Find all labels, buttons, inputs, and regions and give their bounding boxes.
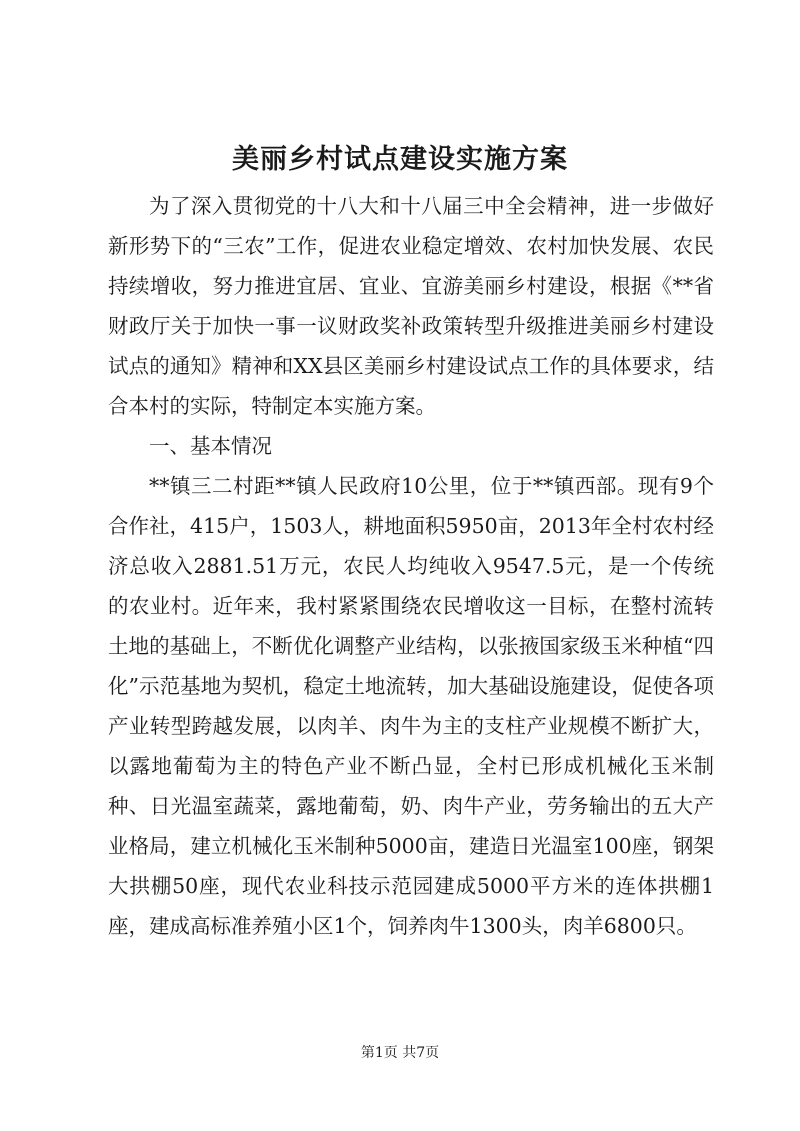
document-title: 美丽乡村试点建设实施方案 (232, 144, 568, 175)
intro-paragraph: 为了深入贯彻党的十八大和十八届三中全会精神，进一步做好新形势下的“三农”工作，促进农业稳定增效、农村加快发展、农民持续增收，努力推进宜居、宜业、宜游美丽乡村建设，根据《**省财政厅关于加快一事一议财政奖补政策转型升级推进美丽乡村建设试点的通知》精神和XX县区美丽乡村建设试点工作的具体要求，结合本村的实际，特制定本实施方案。 (108, 194, 714, 418)
page-footer: 第1页 共7页 (360, 1045, 440, 1061)
section-heading-basic-info: 一、基本情况 (149, 434, 272, 458)
document-body (108, 186, 714, 946)
section-paragraph-basic-info: **镇三二村距**镇人民政府10公里，位于**镇西部。现有9个合作社，415户，1503人，耕地面积5950亩，2013年全村农村经济总收入2881.51万元，农民人均纯收入9547.5元，是一个传统的农业村。近年来，我村紧紧围绕农民增收这一目标，在整村流转土地的基础上，不断优化调整产业结构，以张掖国家级玉米种植“四化”示范基地为契机，稳定土地流转，加大基础设施建设，促使各项产业转型跨越发展，以肉羊、肉牛为主的支柱产业规模不断扩大，以露地葡萄为主的特色产业不断凸显，全村已形成机械化玉米制种、日光温室蔬菜，露地葡萄，奶、肉牛产业，劳务输出的五大产业格局，建立机械化玉米制种5000亩，建造日光温室100座，钢架大拱棚50座，现代农业科技示范园建成5000平方米的连体拱棚1座，建成高标准养殖小区1个，饲养肉牛1300头，肉羊6800只。 (108, 474, 714, 938)
